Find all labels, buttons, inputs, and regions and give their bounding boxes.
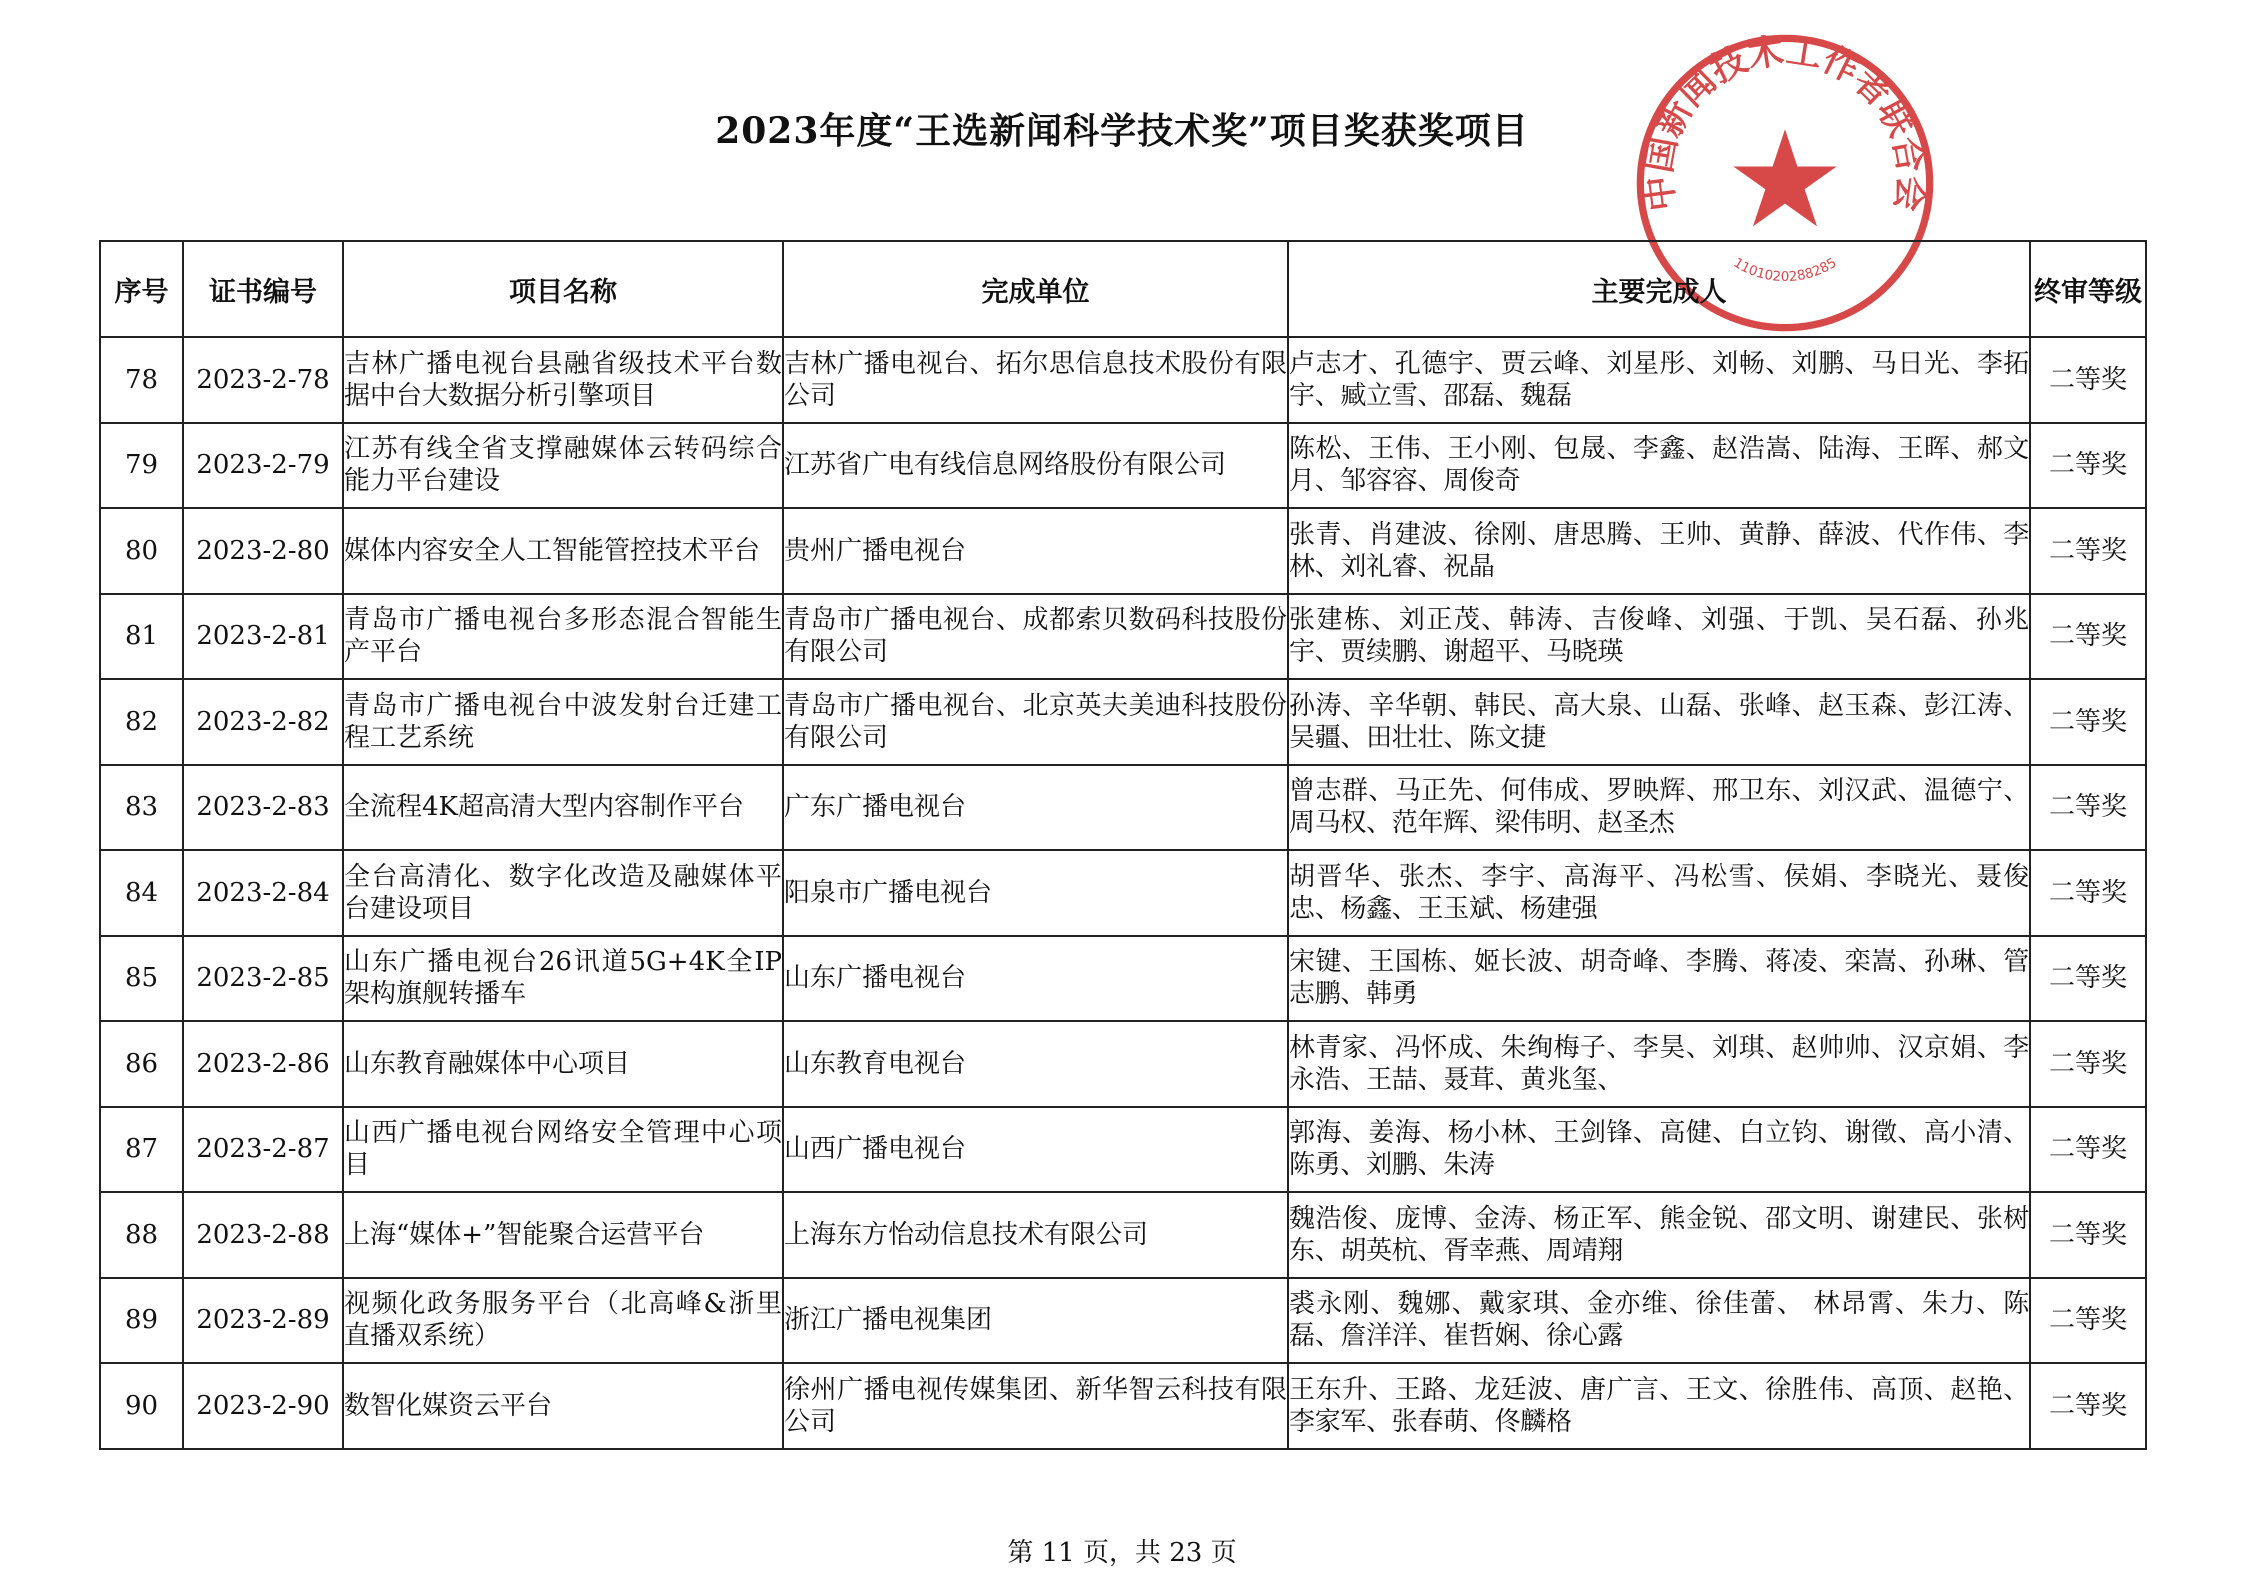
cell-grade: 二等奖 [2030, 1107, 2146, 1193]
cell-project: 青岛市广播电视台中波发射台迁建工程工艺系统 [343, 679, 783, 765]
cell-project: 山东广播电视台26讯道5G+4K全IP架构旗舰转播车 [343, 936, 783, 1022]
seal-code: 1101020288285 [1730, 255, 1840, 286]
cell-project: 视频化政务服务平台（北高峰&浙里直播双系统） [343, 1278, 783, 1364]
cell-cert: 2023-2-82 [183, 679, 343, 765]
cell-unit: 徐州广播电视传媒集团、新华智云科技有限公司 [783, 1363, 1288, 1449]
cell-people: 陈松、王伟、王小刚、包晟、李鑫、赵浩嵩、陆海、王晖、郝文月、邹容容、周俊奇 [1288, 423, 2030, 509]
cell-people: 孙涛、辛华朝、韩民、高大泉、山磊、张峰、赵玉森、彭江涛、吴疆、田壮壮、陈文捷 [1288, 679, 2030, 765]
cell-grade: 二等奖 [2030, 679, 2146, 765]
cell-people: 林青家、冯怀成、朱绚梅子、李昊、刘琪、赵帅帅、汉京娟、李永浩、王喆、聂茸、黄兆玺、 [1288, 1021, 2030, 1107]
cell-unit: 江苏省广电有线信息网络股份有限公司 [783, 423, 1288, 509]
cell-seq: 89 [100, 1278, 183, 1364]
cell-seq: 90 [100, 1363, 183, 1449]
cell-cert: 2023-2-83 [183, 765, 343, 851]
cell-people: 宋键、王国栋、姬长波、胡奇峰、李腾、蒋凌、栾嵩、孙琳、管志鹏、韩勇 [1288, 936, 2030, 1022]
table-row [100, 679, 2146, 765]
cell-cert: 2023-2-80 [183, 508, 343, 594]
cell-seq: 79 [100, 423, 183, 509]
header-grade: 终审等级 [2030, 241, 2146, 337]
cell-people: 裘永刚、魏娜、戴家琪、金亦维、徐佳蕾、 林昂霄、朱力、陈磊、詹洋洋、崔哲娴、徐心露 [1288, 1278, 2030, 1364]
header-project: 项目名称 [343, 241, 783, 337]
cell-cert: 2023-2-90 [183, 1363, 343, 1449]
header-cert: 证书编号 [183, 241, 343, 337]
cell-people: 曾志群、马正先、何伟成、罗映辉、邢卫东、刘汉武、温德宁、周马权、范年辉、梁伟明、赵圣杰 [1288, 765, 2030, 851]
cell-project: 山东教育融媒体中心项目 [343, 1021, 783, 1107]
table-row [100, 936, 2146, 1022]
cell-people: 张建栋、刘正茂、韩涛、吉俊峰、刘强、于凯、吴石磊、孙兆宇、贾续鹏、谢超平、马晓瑛 [1288, 594, 2030, 680]
cell-cert: 2023-2-85 [183, 936, 343, 1022]
table-row [100, 850, 2146, 936]
cell-seq: 83 [100, 765, 183, 851]
cell-people: 胡晋华、张杰、李宇、高海平、冯松雪、侯娟、李晓光、聂俊忠、杨鑫、王玉斌、杨建强 [1288, 850, 2030, 936]
cell-seq: 80 [100, 508, 183, 594]
table-row [100, 1192, 2146, 1278]
cell-grade: 二等奖 [2030, 850, 2146, 936]
cell-grade: 二等奖 [2030, 594, 2146, 680]
seal-star-icon [1733, 129, 1836, 226]
cell-grade: 二等奖 [2030, 765, 2146, 851]
cell-grade: 二等奖 [2030, 508, 2146, 594]
cell-people: 张青、肖建波、徐刚、唐思腾、王帅、黄静、薛波、代作伟、李林、刘礼睿、祝晶 [1288, 508, 2030, 594]
cell-grade: 二等奖 [2030, 936, 2146, 1022]
cell-unit: 山东教育电视台 [783, 1021, 1288, 1107]
cell-unit: 吉林广播电视台、拓尔思信息技术股份有限公司 [783, 337, 1288, 423]
cell-seq: 82 [100, 679, 183, 765]
table-row [100, 1278, 2146, 1364]
header-people: 主要完成人 [1288, 241, 2030, 337]
cell-unit: 山东广播电视台 [783, 936, 1288, 1022]
cell-seq: 84 [100, 850, 183, 936]
table-row [100, 508, 2146, 594]
awards-table [99, 240, 2147, 1450]
page-title: 2023年度“王选新闻科学技术奖”项目奖获奖项目 [715, 110, 1529, 152]
cell-grade: 二等奖 [2030, 1363, 2146, 1449]
table-row [100, 423, 2146, 509]
cell-project: 数智化媒资云平台 [343, 1363, 783, 1449]
cell-cert: 2023-2-79 [183, 423, 343, 509]
cell-people: 王东升、王路、龙廷波、唐广言、王文、徐胜伟、高顶、赵艳、李家军、张春萌、佟麟格 [1288, 1363, 2030, 1449]
cell-seq: 86 [100, 1021, 183, 1107]
cell-project: 青岛市广播电视台多形态混合智能生产平台 [343, 594, 783, 680]
cell-seq: 78 [100, 337, 183, 423]
seal-text: 中国新闻技术工作者联合会 [1638, 30, 1932, 214]
cell-grade: 二等奖 [2030, 1021, 2146, 1107]
cell-unit: 上海东方怡动信息技术有限公司 [783, 1192, 1288, 1278]
cell-seq: 85 [100, 936, 183, 1022]
table-row [100, 1021, 2146, 1107]
header-unit: 完成单位 [783, 241, 1288, 337]
table-row [100, 1363, 2146, 1449]
cell-people: 卢志才、孔德宇、贾云峰、刘星彤、刘畅、刘鹏、马日光、李拓宇、臧立雪、邵磊、魏磊 [1288, 337, 2030, 423]
cell-cert: 2023-2-78 [183, 337, 343, 423]
page-number: 第 11 页，共 23 页 [1007, 1538, 1237, 1568]
cell-seq: 87 [100, 1107, 183, 1193]
cell-cert: 2023-2-89 [183, 1278, 343, 1364]
cell-unit: 贵州广播电视台 [783, 508, 1288, 594]
cell-project: 吉林广播电视台县融省级技术平台数据中台大数据分析引擎项目 [343, 337, 783, 423]
table-row [100, 594, 2146, 680]
cell-project: 上海“媒体+”智能聚合运营平台 [343, 1192, 783, 1278]
cell-unit: 广东广播电视台 [783, 765, 1288, 851]
cell-seq: 81 [100, 594, 183, 680]
table-row [100, 337, 2146, 423]
cell-unit: 青岛市广播电视台、北京英夫美迪科技股份有限公司 [783, 679, 1288, 765]
table-row [100, 765, 2146, 851]
cell-project: 江苏有线全省支撑融媒体云转码综合能力平台建设 [343, 423, 783, 509]
cell-unit: 青岛市广播电视台、成都索贝数码科技股份有限公司 [783, 594, 1288, 680]
cell-cert: 2023-2-88 [183, 1192, 343, 1278]
cell-project: 全流程4K超高清大型内容制作平台 [343, 765, 783, 851]
cell-unit: 山西广播电视台 [783, 1107, 1288, 1193]
cell-cert: 2023-2-86 [183, 1021, 343, 1107]
cell-unit: 阳泉市广播电视台 [783, 850, 1288, 936]
cell-project: 全台高清化、数字化改造及融媒体平台建设项目 [343, 850, 783, 936]
table-header-row [100, 241, 2146, 337]
cell-cert: 2023-2-81 [183, 594, 343, 680]
cell-grade: 二等奖 [2030, 1278, 2146, 1364]
cell-unit: 浙江广播电视集团 [783, 1278, 1288, 1364]
cell-grade: 二等奖 [2030, 1192, 2146, 1278]
table-row [100, 1107, 2146, 1193]
cell-people: 郭海、姜海、杨小林、王剑锋、高健、白立钧、谢徵、高小清、陈勇、刘鹏、朱涛 [1288, 1107, 2030, 1193]
cell-grade: 二等奖 [2030, 423, 2146, 509]
cell-cert: 2023-2-87 [183, 1107, 343, 1193]
header-seq: 序号 [100, 241, 183, 337]
cell-project: 山西广播电视台网络安全管理中心项目 [343, 1107, 783, 1193]
cell-grade: 二等奖 [2030, 337, 2146, 423]
cell-cert: 2023-2-84 [183, 850, 343, 936]
cell-project: 媒体内容安全人工智能管控技术平台 [343, 508, 783, 594]
cell-seq: 88 [100, 1192, 183, 1278]
cell-people: 魏浩俊、庞博、金涛、杨正军、熊金锐、邵文明、谢建民、张树东、胡英杭、胥幸燕、周靖翔 [1288, 1192, 2030, 1278]
